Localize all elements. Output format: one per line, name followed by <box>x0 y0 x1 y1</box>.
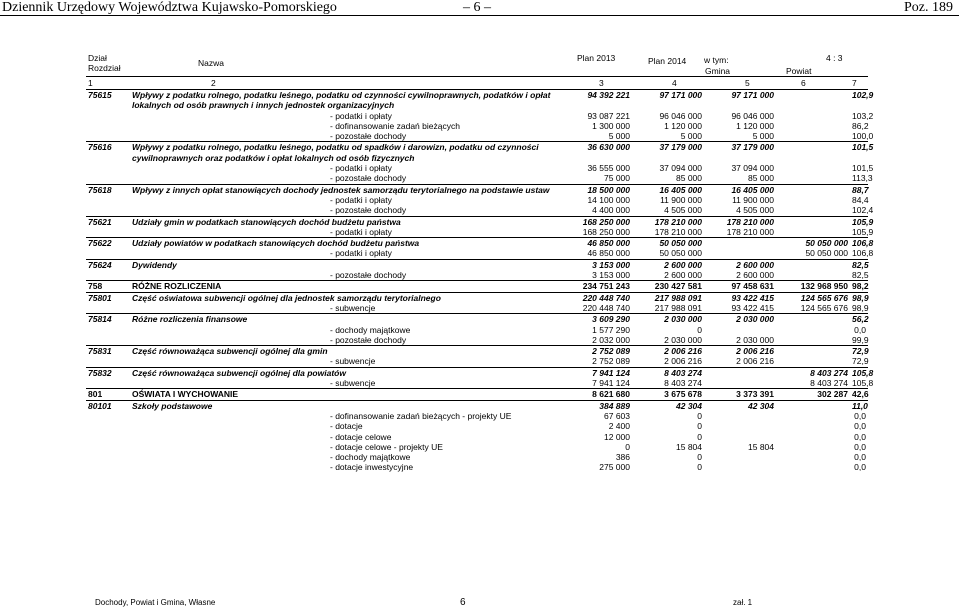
journal-title: Dziennik Urzędowy Województwa Kujawsko-Pomorskiego <box>2 0 337 15</box>
row-plan2013: 220 448 740 <box>582 302 630 313</box>
row-name: - pozostałe dochody <box>330 270 407 281</box>
row-plan2013: 18 500 000 <box>560 184 632 195</box>
row-plan2013: 94 392 221 <box>560 90 632 111</box>
row-ratio: 72,9 <box>852 356 869 367</box>
row-code <box>86 452 130 462</box>
row-name: - pozostałe dochody <box>330 173 407 184</box>
row-plan2013: 220 448 740 <box>560 292 632 303</box>
table-row <box>86 259 868 270</box>
row-ratio: 102,9 <box>850 90 868 111</box>
row-plan2014: 3 675 678 <box>632 389 704 400</box>
row-name: Część oświatowa subwencji ogólnej dla jednostek samorządu terytorialnego <box>130 292 560 303</box>
col-plan2013-label: Plan 2013 <box>577 53 616 63</box>
table-row <box>86 452 868 462</box>
row-plan2013: 7 941 124 <box>560 367 632 378</box>
table-row <box>86 184 868 195</box>
row-powiat: 8 403 274 <box>810 378 848 389</box>
row-ratio: 11,0 <box>852 400 868 411</box>
row-name: - podatki i opłaty <box>330 110 392 121</box>
row-gmina: 2 006 216 <box>704 346 776 357</box>
col-nazwa-label: Nazwa <box>198 58 224 68</box>
row-plan2014: 0 <box>697 324 702 335</box>
table-row <box>86 90 868 111</box>
row-plan2014: 15 804 <box>676 441 702 452</box>
row-plan2014: 8 403 274 <box>632 367 704 378</box>
row-plan2014: 230 427 581 <box>632 281 704 292</box>
row-powiat <box>776 462 850 472</box>
row-name: Szkoły podstawowe <box>130 400 560 411</box>
row-ratio: 0,0 <box>854 452 866 463</box>
row-gmina: 37 094 000 <box>731 163 774 174</box>
row-gmina: 97 458 631 <box>704 281 776 292</box>
footer-left: Dochody, Powiat i Gmina, Własne <box>95 598 216 607</box>
row-name: Wpływy z podatku rolnego, podatku leśnego, podatku od czynności cywilnoprawnych, podatków i opłat lokalnych od osób prawnych i innych jednostek organizacyjnych <box>130 90 560 111</box>
row-plan2014: 2 030 000 <box>664 334 702 345</box>
row-gmina <box>704 432 776 442</box>
table-row <box>86 442 868 452</box>
row-powiat <box>776 421 850 431</box>
row-powiat <box>776 325 850 335</box>
row-powiat <box>776 163 850 173</box>
row-plan2014: 16 405 000 <box>632 184 704 195</box>
row-gmina: 1 120 000 <box>736 120 774 131</box>
row-ratio: 98,9 <box>852 292 869 303</box>
row-plan2014: 217 988 091 <box>654 302 702 313</box>
row-gmina: 2 600 000 <box>704 259 776 270</box>
row-code <box>86 325 130 335</box>
row-plan2013: 3 153 000 <box>560 259 632 270</box>
table-row <box>86 292 868 303</box>
table-row <box>86 432 868 442</box>
row-powiat <box>776 131 850 142</box>
row-powiat: 50 050 000 <box>776 238 850 249</box>
col-num-4: 4 <box>672 78 677 88</box>
row-gmina: 15 804 <box>748 441 774 452</box>
row-ratio: 99,9 <box>852 334 869 345</box>
row-name: - podatki i opłaty <box>330 226 392 237</box>
table-row <box>86 303 868 314</box>
row-gmina: 93 422 415 <box>704 292 776 303</box>
row-name: - pozostałe dochody <box>330 334 407 345</box>
row-plan2014: 2 600 000 <box>664 270 702 281</box>
row-powiat <box>776 142 850 163</box>
row-plan2013: 2 752 089 <box>592 356 630 367</box>
row-gmina: 178 210 000 <box>726 226 774 237</box>
col-num-2: 2 <box>211 78 216 88</box>
row-powiat <box>776 173 850 184</box>
row-code <box>86 442 130 452</box>
row-gmina: 96 046 000 <box>731 110 774 121</box>
row-powiat <box>776 452 850 462</box>
row-ratio: 103,2 <box>852 110 874 121</box>
table-row <box>86 227 868 238</box>
row-code <box>86 248 130 259</box>
row-code <box>86 421 130 431</box>
row-plan2013: 0 <box>625 441 630 452</box>
row-gmina: 178 210 000 <box>704 216 776 227</box>
row-gmina: 93 422 415 <box>731 302 774 313</box>
row-ratio: 88,7 <box>852 184 869 195</box>
row-plan2013: 7 941 124 <box>592 378 630 389</box>
row-gmina: 85 000 <box>748 173 774 184</box>
col-num-1: 1 <box>88 78 93 88</box>
row-powiat <box>776 356 850 367</box>
row-gmina: 2 030 000 <box>736 334 774 345</box>
row-ratio: 0,0 <box>854 324 866 335</box>
row-ratio: 42,6 <box>852 389 869 400</box>
row-ratio: 106,8 <box>852 248 874 259</box>
row-plan2013: 1 300 000 <box>592 120 630 131</box>
row-ratio: 84,4 <box>852 194 869 205</box>
row-gmina: 11 900 000 <box>732 194 774 205</box>
row-plan2014: 0 <box>697 452 702 463</box>
row-code: 75624 <box>86 259 130 270</box>
row-plan2013: 2 400 <box>608 421 630 432</box>
header-rule <box>0 15 959 16</box>
col-num-5: 5 <box>745 78 750 88</box>
row-code <box>86 205 130 216</box>
table-row <box>86 462 868 472</box>
table-row <box>86 335 868 346</box>
row-powiat: 132 968 950 <box>776 281 850 292</box>
col-powiat-label: Powiat <box>786 66 812 76</box>
table-row <box>86 389 868 400</box>
table-row <box>86 400 868 411</box>
row-code <box>86 121 130 131</box>
row-plan2014: 97 171 000 <box>632 90 704 111</box>
row-code <box>86 378 130 389</box>
table-row <box>86 378 868 389</box>
row-code: 75621 <box>86 216 130 227</box>
row-gmina <box>704 248 776 259</box>
row-powiat <box>776 411 850 421</box>
row-code <box>86 462 130 472</box>
row-plan2014: 4 505 000 <box>664 205 702 216</box>
row-code <box>86 432 130 442</box>
row-powiat <box>776 195 850 205</box>
row-powiat <box>776 184 850 195</box>
row-plan2013: 67 603 <box>604 410 630 421</box>
row-powiat <box>776 227 850 238</box>
row-ratio: 98,9 <box>852 302 869 313</box>
row-plan2014: 1 120 000 <box>664 120 702 131</box>
row-ratio: 102,4 <box>852 205 874 216</box>
row-plan2014: 2 006 216 <box>632 346 704 357</box>
position-number: Poz. 189 <box>904 0 953 15</box>
row-code <box>86 163 130 173</box>
table-row <box>86 195 868 205</box>
row-plan2013: 2 752 089 <box>560 346 632 357</box>
row-plan2014: 42 304 <box>632 400 704 411</box>
row-name: Udziały powiatów w podatkach stanowiących dochód budżetu państwa <box>130 238 560 249</box>
row-plan2014: 50 050 000 <box>632 238 704 249</box>
row-ratio: 0,0 <box>854 410 866 421</box>
row-plan2014: 50 050 000 <box>659 248 702 259</box>
row-plan2013: 46 850 000 <box>560 238 632 249</box>
row-plan2014: 11 900 000 <box>660 194 702 205</box>
row-ratio: 98,2 <box>852 281 869 292</box>
row-ratio: 0,0 <box>854 462 866 473</box>
row-plan2013: 75 000 <box>604 173 630 184</box>
row-plan2014: 0 <box>697 462 702 473</box>
row-plan2013: 3 609 290 <box>560 314 632 325</box>
col-rozdzial-label: Rozdział <box>88 63 121 73</box>
row-gmina: 2 030 000 <box>704 314 776 325</box>
row-plan2013: 1 577 290 <box>592 324 630 335</box>
row-name: Udziały gmin w podatkach stanowiących dochód budżetu państwa <box>130 216 560 227</box>
row-name: Wpływy z innych opłat stanowiących dochody jednostek samorządu terytorialnego na podstawie ustaw <box>130 184 560 195</box>
row-plan2013: 2 032 000 <box>592 334 630 345</box>
row-ratio: 56,2 <box>852 314 869 325</box>
row-code: 75801 <box>86 292 130 303</box>
row-code <box>86 111 130 121</box>
table-row <box>86 121 868 131</box>
row-powiat <box>776 216 850 227</box>
row-plan2013: 386 <box>615 452 630 463</box>
table-row <box>86 205 868 216</box>
row-ratio: 82,5 <box>852 270 869 281</box>
row-plan2014: 5 000 <box>680 131 702 142</box>
row-gmina: 37 179 000 <box>704 142 776 163</box>
row-plan2014: 0 <box>697 410 702 421</box>
row-plan2013: 36 630 000 <box>560 142 632 163</box>
row-plan2013: 8 621 680 <box>560 389 632 400</box>
footer-page: 6 <box>460 597 466 608</box>
row-plan2013: 168 250 000 <box>560 216 632 227</box>
row-plan2013: 168 250 000 <box>582 226 630 237</box>
row-ratio: 101,5 <box>850 142 868 163</box>
row-plan2014: 2 006 216 <box>664 356 702 367</box>
row-gmina <box>704 238 776 249</box>
table-row <box>86 131 868 142</box>
row-ratio: 100,0 <box>852 131 874 142</box>
row-powiat: 124 565 676 <box>800 302 848 313</box>
row-plan2013: 36 555 000 <box>587 163 630 174</box>
row-ratio: 0,0 <box>854 441 866 452</box>
row-code: 75832 <box>86 367 130 378</box>
row-name: - dotacje celowe <box>330 431 392 442</box>
table-row <box>86 281 868 292</box>
row-name: - dochody majątkowe <box>330 324 411 335</box>
col-dzial-label: Dział <box>88 53 107 63</box>
row-plan2013: 93 087 221 <box>587 110 630 121</box>
row-powiat <box>776 121 850 131</box>
row-plan2013: 46 850 000 <box>587 248 630 259</box>
row-name: - dochody majątkowe <box>330 452 411 463</box>
row-plan2014: 0 <box>697 431 702 442</box>
row-name: - podatki i opłaty <box>330 248 392 259</box>
row-powiat: 8 403 274 <box>776 367 850 378</box>
row-name: - dotacje inwestycyjne <box>330 462 414 473</box>
row-ratio: 105,9 <box>852 216 874 227</box>
row-name: - podatki i opłaty <box>330 194 392 205</box>
row-code <box>86 131 130 142</box>
row-name: - pozostałe dochody <box>330 205 407 216</box>
row-name: - subwencje <box>330 378 376 389</box>
row-name: OŚWIATA I WYCHOWANIE <box>130 389 560 400</box>
header-rule-top <box>86 76 868 77</box>
row-code <box>86 227 130 238</box>
row-plan2013: 3 153 000 <box>592 270 630 281</box>
row-ratio: 105,9 <box>852 226 874 237</box>
col-num-7: 7 <box>852 78 857 88</box>
table-row <box>86 248 868 259</box>
row-name: - dofinansowanie zadań bieżących - projekty UE <box>330 410 512 421</box>
row-name: - subwencje <box>330 302 376 313</box>
row-name: Dywidendy <box>130 259 560 270</box>
row-code: 75618 <box>86 184 130 195</box>
row-gmina: 42 304 <box>704 400 776 411</box>
row-ratio: 0,0 <box>854 431 866 442</box>
row-ratio: 106,8 <box>852 238 874 249</box>
row-plan2014: 8 403 274 <box>664 378 702 389</box>
row-code: 758 <box>86 281 130 292</box>
row-name: - pozostałe dochody <box>330 131 407 142</box>
row-plan2013: 14 100 000 <box>587 194 630 205</box>
row-code: 801 <box>86 389 130 400</box>
row-code <box>86 195 130 205</box>
row-powiat: 50 050 000 <box>805 248 848 259</box>
table-row <box>86 421 868 431</box>
row-gmina <box>704 421 776 431</box>
row-powiat <box>776 205 850 216</box>
row-gmina <box>704 367 776 378</box>
row-code <box>86 173 130 184</box>
row-powiat <box>776 270 850 281</box>
col-plan2014-label: Plan 2014 <box>648 56 687 66</box>
row-plan2014: 85 000 <box>676 173 702 184</box>
table-row <box>86 314 868 325</box>
row-powiat: 302 287 <box>776 389 850 400</box>
row-plan2014: 37 179 000 <box>632 142 704 163</box>
budget-table <box>86 89 874 473</box>
table-row <box>86 163 868 173</box>
row-ratio: 113,3 <box>852 173 873 184</box>
row-gmina: 2 006 216 <box>736 356 774 367</box>
col-gmina-label: Gmina <box>705 66 731 76</box>
row-ratio: 86,2 <box>852 120 869 131</box>
row-name: - dotacje celowe - projekty UE <box>330 441 443 452</box>
row-plan2014: 2 030 000 <box>632 314 704 325</box>
row-gmina <box>704 325 776 335</box>
row-code <box>86 411 130 421</box>
row-ratio: 101,5 <box>852 163 874 174</box>
row-powiat <box>776 259 850 270</box>
row-plan2013: 275 000 <box>599 462 630 473</box>
row-gmina <box>704 411 776 421</box>
row-plan2013: 234 751 243 <box>560 281 632 292</box>
row-plan2014: 0 <box>697 421 702 432</box>
row-ratio: 0,0 <box>854 421 866 432</box>
row-plan2013: 5 000 <box>608 131 630 142</box>
row-code: 75831 <box>86 346 130 357</box>
row-gmina: 16 405 000 <box>704 184 776 195</box>
row-name: - podatki i opłaty <box>330 163 392 174</box>
table-row <box>86 111 868 121</box>
row-plan2014: 37 094 000 <box>659 163 702 174</box>
row-ratio: 82,5 <box>852 259 869 270</box>
row-gmina: 4 505 000 <box>736 205 774 216</box>
row-name: RÓŻNE ROZLICZENIA <box>130 281 560 292</box>
row-ratio: 105,8 <box>852 378 874 389</box>
row-code: 75622 <box>86 238 130 249</box>
row-code <box>86 270 130 281</box>
row-powiat <box>776 442 850 452</box>
table-row <box>86 270 868 281</box>
row-plan2014: 96 046 000 <box>659 110 702 121</box>
row-ratio: 105,8 <box>852 367 874 378</box>
row-powiat <box>776 400 850 411</box>
row-name: - dofinansowanie zadań bieżących <box>330 120 460 131</box>
table-row <box>86 367 868 378</box>
row-name: - subwencje <box>330 356 376 367</box>
row-gmina: 97 171 000 <box>704 90 776 111</box>
col-num-3: 3 <box>599 78 604 88</box>
row-gmina: 2 600 000 <box>736 270 774 281</box>
row-code <box>86 303 130 314</box>
row-plan2014: 178 210 000 <box>654 226 702 237</box>
row-powiat <box>776 111 850 121</box>
row-powiat <box>776 335 850 346</box>
row-plan2013: 384 889 <box>560 400 632 411</box>
row-ratio: 72,9 <box>852 346 869 357</box>
table-row <box>86 142 868 163</box>
row-code <box>86 356 130 367</box>
table-row <box>86 173 868 184</box>
row-name: Część równoważąca subwencji ogólnej dla powiatów <box>130 367 560 378</box>
row-powiat <box>776 90 850 111</box>
table-row <box>86 325 868 335</box>
table-row <box>86 216 868 227</box>
table-row <box>86 356 868 367</box>
row-name: - dotacje <box>330 421 363 432</box>
row-name: Część równoważąca subwencji ogólnej dla gmin <box>130 346 560 357</box>
row-plan2013: 4 400 000 <box>592 205 630 216</box>
row-powiat: 124 565 676 <box>776 292 850 303</box>
row-plan2014: 2 600 000 <box>632 259 704 270</box>
row-gmina: 3 373 391 <box>704 389 776 400</box>
page-header <box>0 0 959 16</box>
footer-right: zał. 1 <box>733 598 753 607</box>
page-number: – 6 – <box>463 0 491 15</box>
col-ratio-label: 4 : 3 <box>826 53 843 63</box>
table-row <box>86 346 868 357</box>
row-code: 75615 <box>86 90 130 111</box>
row-gmina: 5 000 <box>752 131 774 142</box>
col-num-6: 6 <box>801 78 806 88</box>
row-name: Wpływy z podatku rolnego, podatku leśnego, podatku od spadków i darowizn, podatku od czynności cywilnoprawnych oraz podatków i opłat lokalnych od osób fizycznych <box>130 142 560 163</box>
row-gmina <box>704 378 776 389</box>
row-gmina <box>704 462 776 472</box>
row-code <box>86 335 130 346</box>
row-code: 80101 <box>86 400 130 411</box>
row-code: 75814 <box>86 314 130 325</box>
row-plan2014: 178 210 000 <box>632 216 704 227</box>
row-powiat <box>776 432 850 442</box>
row-gmina <box>704 452 776 462</box>
col-wtym-label: w tym: <box>704 55 729 65</box>
row-plan2014: 217 988 091 <box>632 292 704 303</box>
table-row <box>86 238 868 249</box>
table-row <box>86 411 868 421</box>
row-plan2013: 12 000 <box>604 431 630 442</box>
row-code: 75616 <box>86 142 130 163</box>
row-name: Różne rozliczenia finansowe <box>130 314 560 325</box>
row-powiat <box>776 314 850 325</box>
row-powiat <box>776 346 850 357</box>
